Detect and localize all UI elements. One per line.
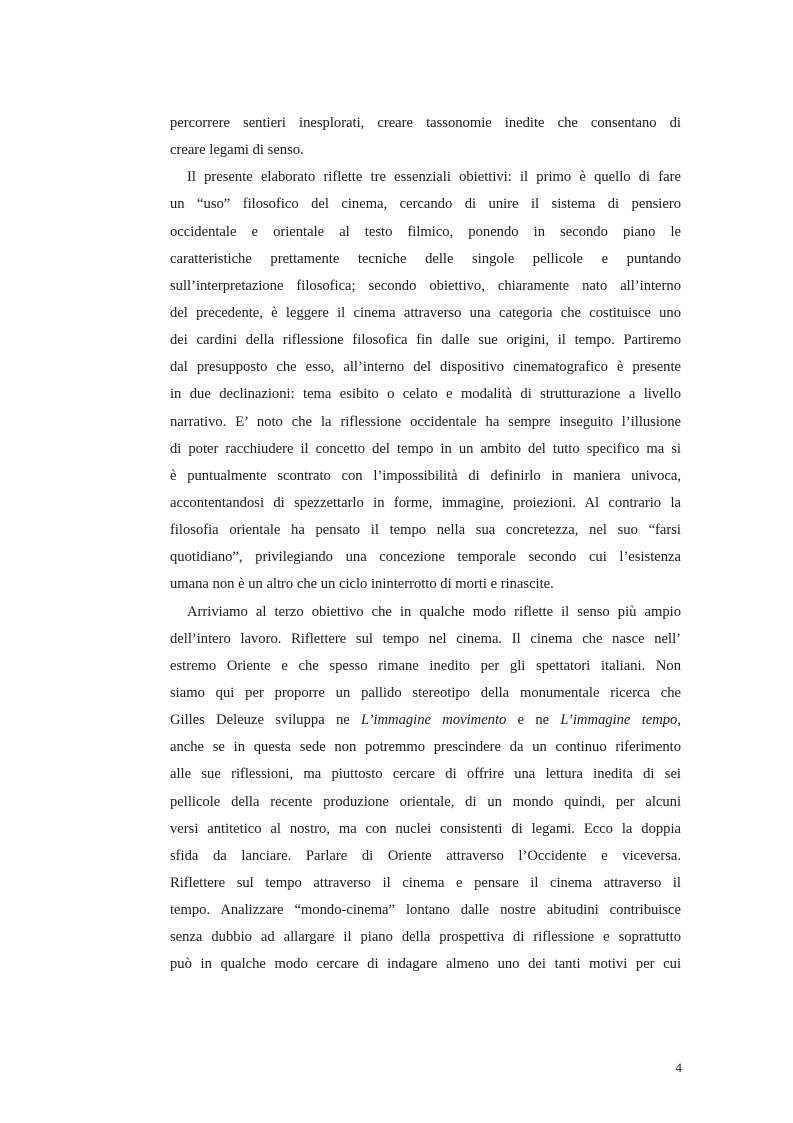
text-line: quotidiano”, privilegiando una concezione temporale secondo cui l’esistenza	[170, 549, 681, 566]
line-suffix: ,	[677, 712, 681, 729]
paragraph-1	[170, 110, 681, 164]
text-line: accontentandosi di spezzettarlo in forme, immagine, proiezioni. Al contrario la	[170, 494, 681, 511]
text-line: creare legami di senso.	[170, 142, 304, 159]
text-line: tempo. Analizzare “mondo-cinema” lontano dalle nostre abitudini contribuisce	[170, 902, 681, 919]
text-line: umana non è un altro che un ciclo ininterrotto di morti e rinascite.	[170, 576, 554, 593]
book-title-immagine-tempo: L’immagine tempo	[560, 712, 678, 729]
text-line: un “uso” filosofico del cinema, cercando di unire il sistema di pensiero	[170, 196, 681, 213]
text-line: pellicole della recente produzione orientale, di un mondo quindi, per alcuni	[170, 793, 681, 810]
text-line: è puntualmente scontrato con l’impossibilità di definirlo in maniera univoca,	[170, 467, 681, 484]
paragraph-3	[170, 599, 681, 979]
page-number: 4	[675, 1060, 682, 1075]
text-line: senza dubbio ad allargare il piano della prospettiva di riflessione e soprattutto	[170, 929, 681, 946]
text-line: Arriviamo al terzo obiettivo che in qualche modo riflette il senso più ampio	[187, 603, 681, 620]
text-line: del precedente, è leggere il cinema attraverso una categoria che costituisce uno	[170, 304, 681, 321]
text-line: siamo qui per proporre un pallido stereotipo della monumentale ricerca che	[170, 684, 681, 701]
text-line: caratteristiche prettamente tecniche delle singole pellicole e puntando	[170, 250, 681, 267]
text-line: sfida da lanciare. Parlare di Oriente attraverso l’Occidente e viceversa.	[170, 847, 681, 864]
text-line: filosofia orientale ha pensato il tempo nella sua concretezza, nel suo “farsi	[170, 522, 681, 539]
paragraph-2	[170, 164, 681, 598]
text-line: Il presente elaborato riflette tre essenziali obiettivi: il primo è quello di fare	[187, 169, 681, 186]
text-line: percorrere sentieri inesplorati, creare tassonomie inedite che consentano di	[170, 115, 681, 131]
line-prefix: Gilles Deleuze sviluppa ne	[170, 712, 362, 729]
text-line-with-titles	[170, 707, 681, 734]
book-title-immagine-movimento: L’immagine movimento	[361, 712, 507, 729]
text-line: anche se in questa sede non potremmo prescindere da un continuo riferimento	[170, 739, 681, 756]
text-line: sull’interpretazione filosofica; secondo obiettivo, chiaramente nato all’interno	[170, 277, 681, 294]
document-page	[170, 110, 681, 979]
text-line: occidentale e orientale al testo filmico, ponendo in secondo piano le	[170, 223, 681, 240]
text-line: in due declinazioni: tema esibito o celato e modalità di strutturazione a livello	[170, 386, 681, 403]
text-line: estremo Oriente e che spesso rimane inedito per gli spettatori italiani. Non	[170, 657, 681, 674]
text-line: narrativo. E’ noto che la riflessione occidentale ha sempre inseguito l’illusione	[170, 413, 681, 430]
text-line: Riflettere sul tempo attraverso il cinema e pensare il cinema attraverso il	[170, 874, 681, 891]
text-line: versi antitetico al nostro, ma con nuclei consistenti di legami. Ecco la doppia	[170, 820, 681, 837]
text-line: di poter racchiudere il concetto del tempo in un ambito del tutto specifico ma si	[170, 440, 681, 457]
text-line: alle sue riflessioni, ma piuttosto cercare di offrire una lettura inedita di sei	[170, 766, 681, 783]
text-line: dal presupposto che esso, all’interno del dispositivo cinematografico è presente	[170, 359, 681, 376]
text-line: dei cardini della riflessione filosofica fin dalle sue origini, il tempo. Partiremo	[170, 332, 681, 349]
text-line: dell’intero lavoro. Riflettere sul tempo nel cinema. Il cinema che nasce nell’	[170, 630, 681, 647]
text-line: può in qualche modo cercare di indagare almeno uno dei tanti motivi per cui	[170, 956, 681, 973]
line-middle: e ne	[506, 712, 561, 729]
